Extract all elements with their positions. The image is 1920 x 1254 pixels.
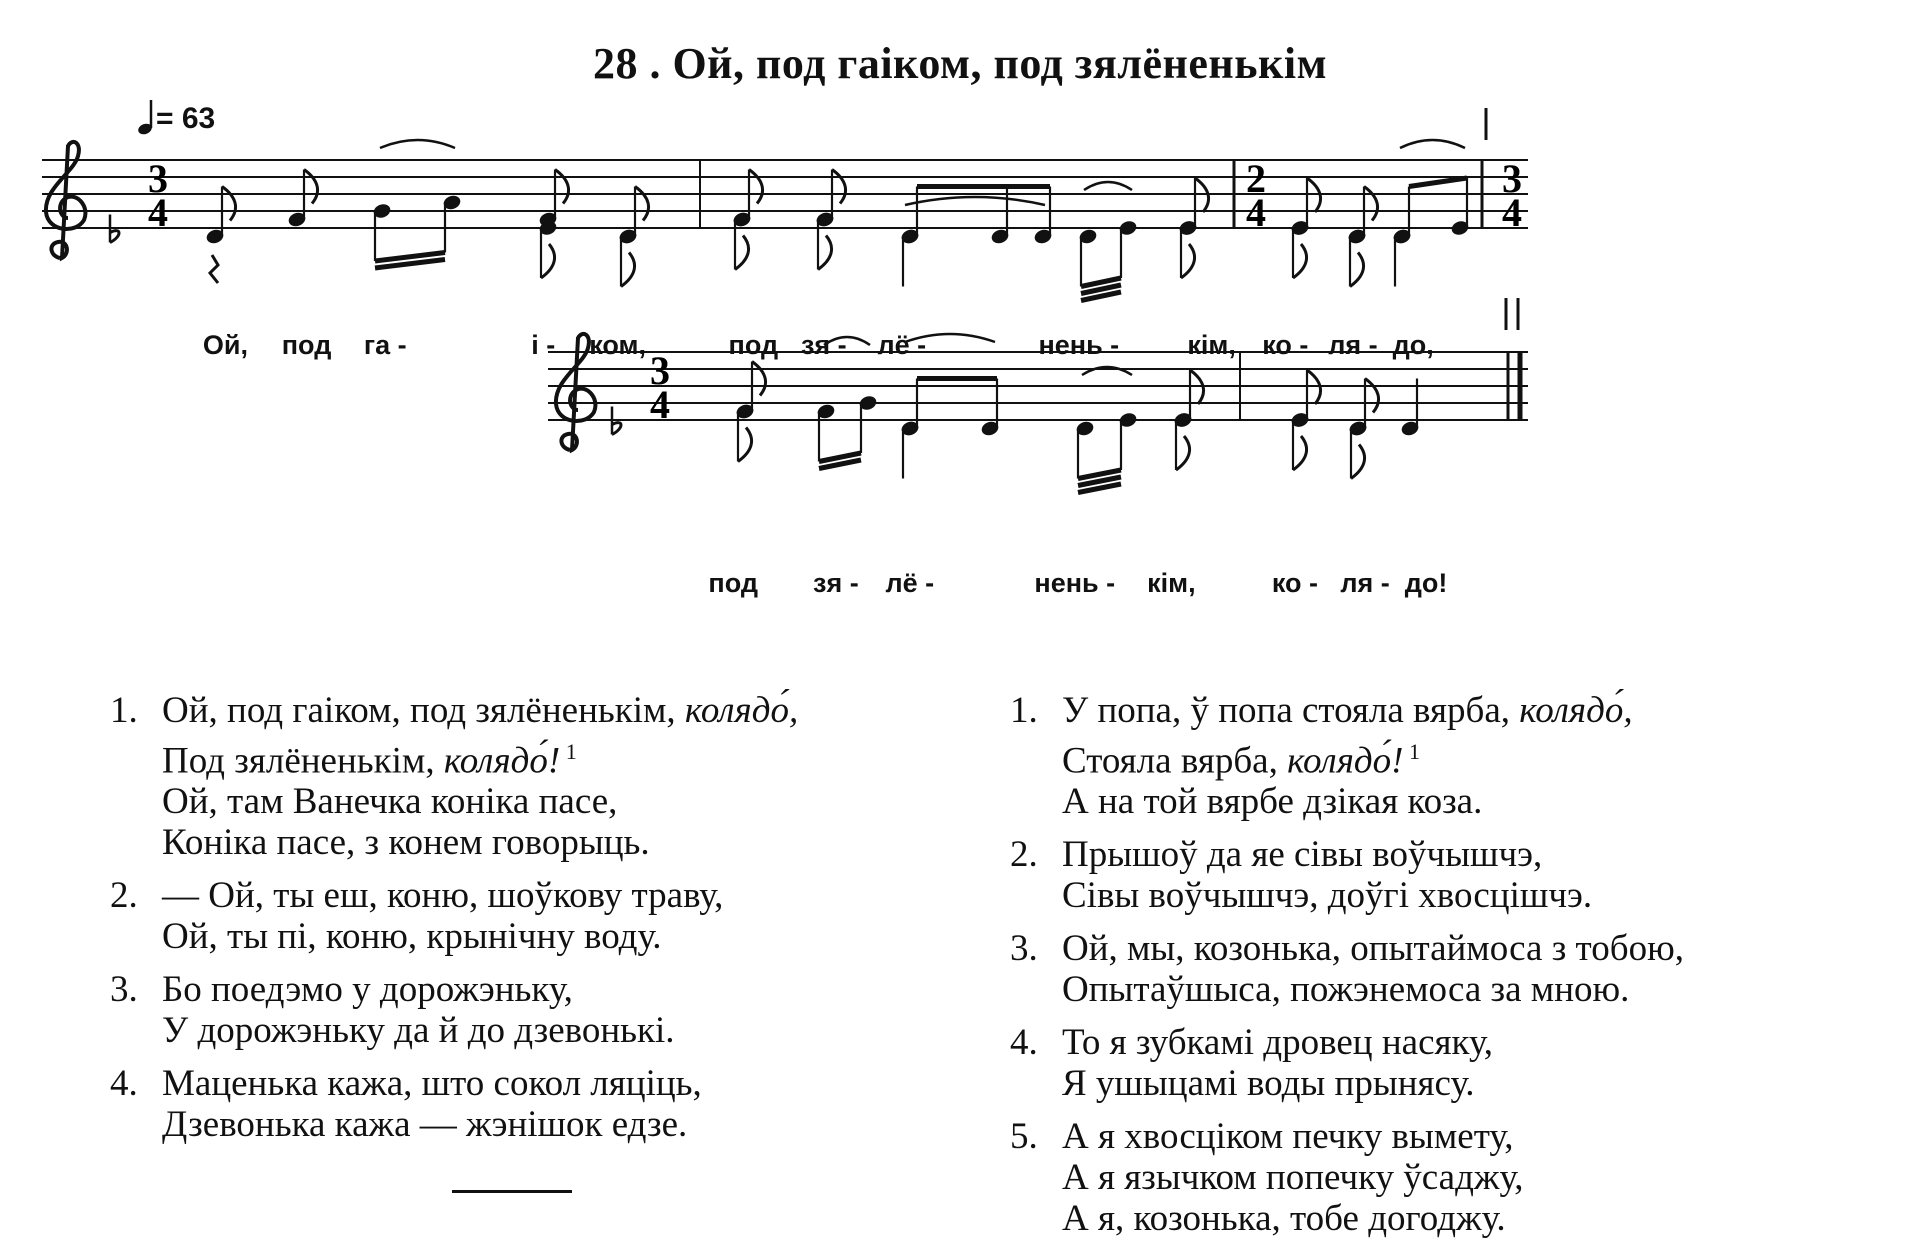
time-signature-bottom: 4 (1246, 190, 1266, 235)
verse-line (162, 969, 798, 1010)
stanza-number: 5. (1010, 1116, 1038, 1158)
verse-line (1062, 1116, 1684, 1157)
verses-left-column (110, 690, 798, 1157)
verse-text: — Ой, ты еш, коню, шоўкову траву, (162, 875, 724, 917)
flat-icon (612, 423, 621, 435)
note-beam (1409, 178, 1467, 187)
verse-text: Коніка пасе, з конем говорыць. (162, 822, 650, 864)
verse-line (1062, 834, 1684, 875)
stanza-number: 2. (110, 875, 138, 917)
stanza-number: 3. (110, 969, 138, 1011)
system1-syllable: Ой, (202, 330, 248, 360)
verse-line (1062, 731, 1684, 781)
end-divider (452, 1190, 572, 1193)
refrain-text: колядо́! (443, 740, 561, 782)
stanza (1010, 834, 1684, 916)
system2-syllable: до! (1404, 568, 1448, 598)
verse-text: Опытаўшыса, пожэнемоса за мною. (1062, 969, 1630, 1011)
verse-line (162, 822, 798, 863)
verse-line (162, 1104, 798, 1145)
stanza (1010, 690, 1684, 822)
verse-text: Я ушыцамі воды прынясу. (1062, 1063, 1475, 1105)
note-flag (735, 236, 749, 270)
system1-syllable: лё - (877, 330, 927, 360)
verse-line (1062, 1157, 1684, 1198)
verse-text: Под зялёненькім, (162, 740, 444, 782)
system1-syllable: ля - (1328, 330, 1378, 360)
note-flag (818, 236, 832, 270)
verse-line (162, 1063, 798, 1104)
time-signature-bottom: 4 (650, 382, 670, 427)
stanza (1010, 1022, 1684, 1104)
verse-line (162, 875, 798, 916)
stanza (110, 1063, 798, 1145)
system2-syllable: нень - (1034, 568, 1116, 598)
song-title-text: Ой, под гаіком, под зялёненькім (672, 39, 1328, 88)
time-signature-top: 3 (148, 156, 168, 201)
system1-syllable: под (728, 330, 779, 360)
system1-syllable: і - (531, 330, 556, 360)
stanza-number: 4. (1010, 1022, 1038, 1064)
refrain-text: колядо́! (1287, 740, 1404, 782)
verse-line (1062, 690, 1684, 731)
stanza (110, 690, 798, 863)
stanza (110, 875, 798, 957)
note-flag (1293, 436, 1307, 470)
verses-right-column (1010, 690, 1684, 1251)
note-flag (304, 170, 318, 204)
note-flag (1181, 244, 1195, 278)
refrain-text: колядо́, (684, 690, 799, 731)
note-flag (1351, 445, 1365, 479)
verse-text: Стояла вярба, (1062, 740, 1288, 782)
slur (380, 140, 455, 148)
system2-syllable: зя - (813, 568, 859, 598)
verse-text: А я, козонька, тобе догоджу. (1062, 1198, 1506, 1240)
system1-syllable: нень - (1038, 330, 1120, 360)
verse-line (1062, 969, 1684, 1010)
song-number: 28 (592, 39, 638, 88)
stanza-number: 4. (110, 1063, 138, 1105)
tempo-value: = 63 (156, 102, 216, 135)
time-signature-bottom: 4 (1502, 190, 1522, 235)
verse-text: Маценька кажа, што сокол ляціць, (162, 1063, 702, 1105)
verse-text: Сівы воўчышчэ, доўгі хвосцішчэ. (1062, 875, 1593, 917)
stanza (110, 969, 798, 1051)
system2-syllable: кім, (1147, 568, 1196, 598)
verse-text: Ой, ты пі, коню, крынічну воду. (162, 916, 662, 958)
verse-line (162, 781, 798, 822)
verse-text: У попа, ў попа стояла вярба, (1062, 690, 1520, 731)
note-flag (635, 187, 649, 221)
note-flag (752, 362, 766, 396)
verse-text: Прышоў да яе сівы воўчышчэ, (1062, 834, 1543, 876)
system2-syllable: лё - (885, 568, 935, 598)
system2-syllable: под (708, 568, 758, 598)
quarter-rest-icon (210, 255, 218, 283)
title-separator: . (637, 39, 673, 88)
stanza (1010, 1116, 1684, 1239)
slur (1084, 182, 1132, 190)
footnote-marker: 1 (560, 739, 577, 764)
verse-line (1062, 781, 1684, 822)
verse-line (162, 916, 798, 957)
system1-syllable: ко - (1262, 330, 1309, 360)
stanza-number: 1. (110, 690, 138, 731)
stanza (1010, 928, 1684, 1010)
verse-text: А на той вярбе дзікая коза. (1062, 781, 1483, 823)
stanza-number: 3. (1010, 928, 1038, 970)
note-flag (738, 428, 752, 462)
verse-line (1062, 928, 1684, 969)
system2-syllable: ко - (1271, 568, 1319, 598)
verse-text: Ой, мы, козонька, опытаймоса з тобою, (1062, 928, 1684, 970)
note-flag (749, 170, 763, 204)
refrain-text: колядо́, (1519, 690, 1633, 731)
verse-text: А я язычком попечку ўсаджу, (1062, 1157, 1524, 1199)
verse-text: Бо поедэмо у дорожэньку, (162, 969, 573, 1011)
note-flag (1293, 244, 1307, 278)
verse-text: Дзевонька кажа — жэнішок едзе. (162, 1104, 688, 1146)
system1-syllable: до, (1392, 330, 1434, 360)
verse-line (1062, 1063, 1684, 1104)
note-flag (1176, 436, 1190, 470)
system1-syllable: кім, (1187, 330, 1236, 360)
stanza-number: 2. (1010, 834, 1038, 876)
system1-syllable: под (281, 330, 332, 360)
verse-line (1062, 1198, 1684, 1239)
system1-syllable: зя - (800, 330, 847, 360)
time-signature-top: 2 (1246, 156, 1266, 201)
note-flag (555, 170, 569, 204)
verse-text: То я зубкамі дровец насяку, (1062, 1022, 1494, 1064)
note-flag (1365, 379, 1379, 413)
system1-syllable: га - (363, 330, 407, 360)
verse-line (162, 731, 798, 781)
system1-syllable: ком, (589, 330, 647, 360)
verse-line (1062, 1022, 1684, 1063)
verse-line (162, 1010, 798, 1051)
note-flag (222, 187, 236, 221)
slur (905, 197, 1045, 205)
verse-text: Ой, под гаіком, под зялёненькім, (162, 690, 685, 731)
verse-line (162, 690, 798, 731)
flat-icon (110, 231, 119, 243)
time-signature-top: 3 (650, 348, 670, 393)
verse-text: А я хвосціком печку вымету, (1062, 1116, 1514, 1158)
stanza-number: 1. (1010, 690, 1038, 731)
time-signature-top: 3 (1502, 156, 1522, 201)
footnote-marker: 1 (1403, 739, 1420, 764)
note-flag (621, 253, 635, 287)
verse-text: Ой, там Ванечка коніка пасе, (162, 781, 618, 823)
verse-line (1062, 875, 1684, 916)
system2-syllable: ля - (1340, 568, 1390, 598)
note-flag (541, 244, 555, 278)
note-flag (832, 170, 846, 204)
slur (1400, 140, 1465, 148)
time-signature-bottom: 4 (148, 190, 168, 235)
note-flag (1364, 187, 1378, 221)
verse-text: У дорожэньку да й до дзевонькі. (162, 1010, 675, 1052)
note-flag (1350, 253, 1364, 287)
